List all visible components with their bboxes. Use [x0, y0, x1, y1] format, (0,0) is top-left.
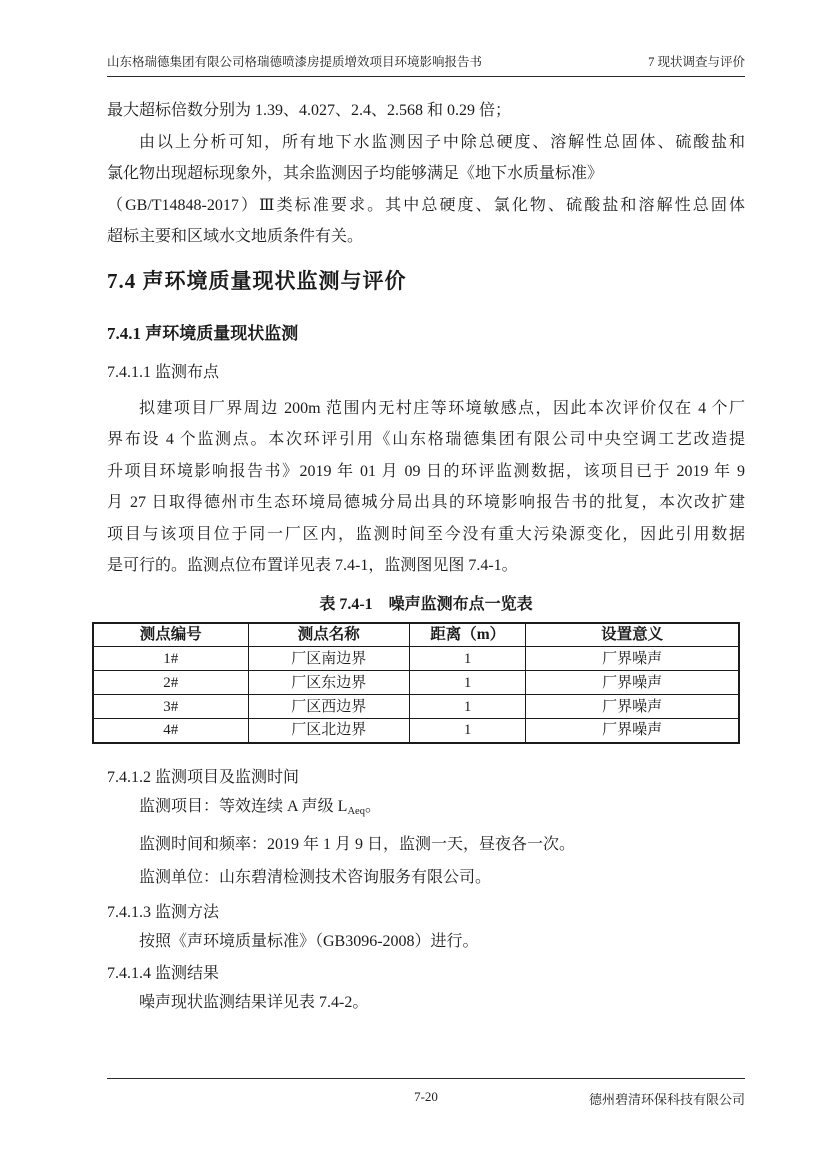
- cell-point-name: 厂区南边界: [248, 647, 410, 671]
- cell-point-id: 1#: [93, 647, 248, 671]
- col-header-point-id: 测点编号: [93, 623, 248, 647]
- paragraph-line: 由以上分析可知，所有地下水监测因子中除总硬度、溶解性总固体、硫酸盐和: [139, 133, 745, 151]
- header-report-title: 山东格瑞德集团有限公司格瑞德喷漆房提质增效项目环境影响报告书: [107, 55, 483, 69]
- section-heading-7-4-1-2: 7.4.1.2 监测项目及监测时间: [107, 768, 300, 786]
- table-caption: [107, 593, 745, 617]
- paragraph-line: 月 27 日取得德州市生态环境局德城分局出具的环境影响报告书的批复，本次改扩建: [107, 494, 745, 511]
- paragraph-line: 最大超标倍数分别为 1.39、4.027、2.4、2.568 和 0.29 倍；: [107, 102, 512, 119]
- cell-point-name: 厂区西边界: [248, 695, 410, 719]
- cell-distance: 1: [410, 695, 526, 719]
- paragraph-line: 氯化物出现超标现象外，其余监测因子均能够满足《地下水质量标准》: [107, 165, 604, 182]
- section-heading-7-4-1: 7.4.1 声环境质量现状监测: [107, 323, 299, 343]
- cell-point-id: 2#: [93, 671, 248, 695]
- noise-monitoring-table: [92, 622, 740, 744]
- monitoring-time-line: 监测时间和频率：2019 年 1 月 9 日，监测一天，昼夜各一次。: [139, 835, 576, 853]
- cell-distance: 1: [410, 647, 526, 671]
- table-caption-label: 表 7.4-1: [319, 595, 373, 613]
- table-row: [93, 695, 739, 719]
- footer-company-name: 德州碧清环保科技有限公司: [588, 1092, 745, 1107]
- section-heading-7-4: 7.4 声环境质量现状监测与评价: [107, 268, 407, 293]
- section-heading-7-4-1-3: 7.4.1.3 监测方法: [107, 903, 220, 921]
- table-header-row: [93, 623, 739, 647]
- cell-purpose: 厂界噪声: [526, 695, 739, 719]
- cell-point-id: 4#: [93, 719, 248, 743]
- col-header-point-name: 测点名称: [248, 623, 410, 647]
- table-row: [93, 719, 739, 743]
- cell-distance: 1: [410, 719, 526, 743]
- header-chapter-title: 7 现状调查与评价: [648, 55, 745, 69]
- cell-point-name: 厂区北边界: [248, 719, 410, 743]
- col-header-purpose: 设置意义: [526, 623, 739, 647]
- table-row: [93, 671, 739, 695]
- monitoring-item-line: [107, 790, 745, 828]
- paragraph-line: 拟建项目厂界周边 200m 范围内无村庄等环境敏感点，因此本次评价仅在 4 个厂: [139, 399, 745, 417]
- col-header-distance: 距离（m）: [410, 623, 526, 647]
- cell-distance: 1: [410, 671, 526, 695]
- laeq-subscript: Aeq: [347, 805, 365, 817]
- paragraph-line: （GB/T14848-2017）Ⅲ类标准要求。其中总硬度、氯化物、硫酸盐和溶解性总固体: [107, 196, 745, 214]
- method-line: 按照《声环境质量标准》（GB3096-2008）进行。: [139, 932, 479, 950]
- monitoring-unit-line: 监测单位：山东碧清检测技术咨询服务有限公司。: [139, 868, 492, 886]
- page-number: 7-20: [414, 1089, 438, 1104]
- paragraph-line: 项目与该项目位于同一厂区内，监测时间至今没有重大污染源变化，因此引用数据: [107, 525, 745, 543]
- result-line: 噪声现状监测结果详见表 7.4-2。: [139, 993, 369, 1011]
- page-content: [107, 95, 745, 1019]
- page-header: [107, 54, 745, 77]
- cell-purpose: 厂界噪声: [526, 719, 739, 743]
- monitoring-item-text: 监测项目：等效连续 A 声级 L: [139, 797, 348, 815]
- cell-purpose: 厂界噪声: [526, 647, 739, 671]
- cell-point-name: 厂区东边界: [248, 671, 410, 695]
- monitoring-item-period: 。: [364, 797, 381, 815]
- paragraph-line: 界布设 4 个监测点。本次环评引用《山东格瑞德集团有限公司中央空调工艺改造提: [107, 431, 745, 448]
- paragraph-line: 超标主要和区域水文地质条件有关。: [107, 228, 364, 245]
- paragraph-line: 是可行的。监测点位布置详见表 7.4-1，监测图见图 7.4-1。: [107, 557, 518, 574]
- table-row: [93, 647, 739, 671]
- paragraph-monitoring-points: [107, 393, 745, 582]
- section-heading-7-4-1-1: 7.4.1.1 监测布点: [107, 363, 220, 381]
- cell-purpose: 厂界噪声: [526, 671, 739, 695]
- paragraph-groundwater: [107, 95, 745, 253]
- page-footer: [107, 1078, 745, 1118]
- section-heading-7-4-1-4: 7.4.1.4 监测结果: [107, 964, 220, 982]
- paragraph-line: 升项目环境影响报告书》2019 年 01 月 09 日的环评监测数据，该项目已于 2019 年 9: [107, 462, 745, 480]
- table-caption-title: 噪声监测布点一览表: [388, 595, 533, 613]
- cell-point-id: 3#: [93, 695, 248, 719]
